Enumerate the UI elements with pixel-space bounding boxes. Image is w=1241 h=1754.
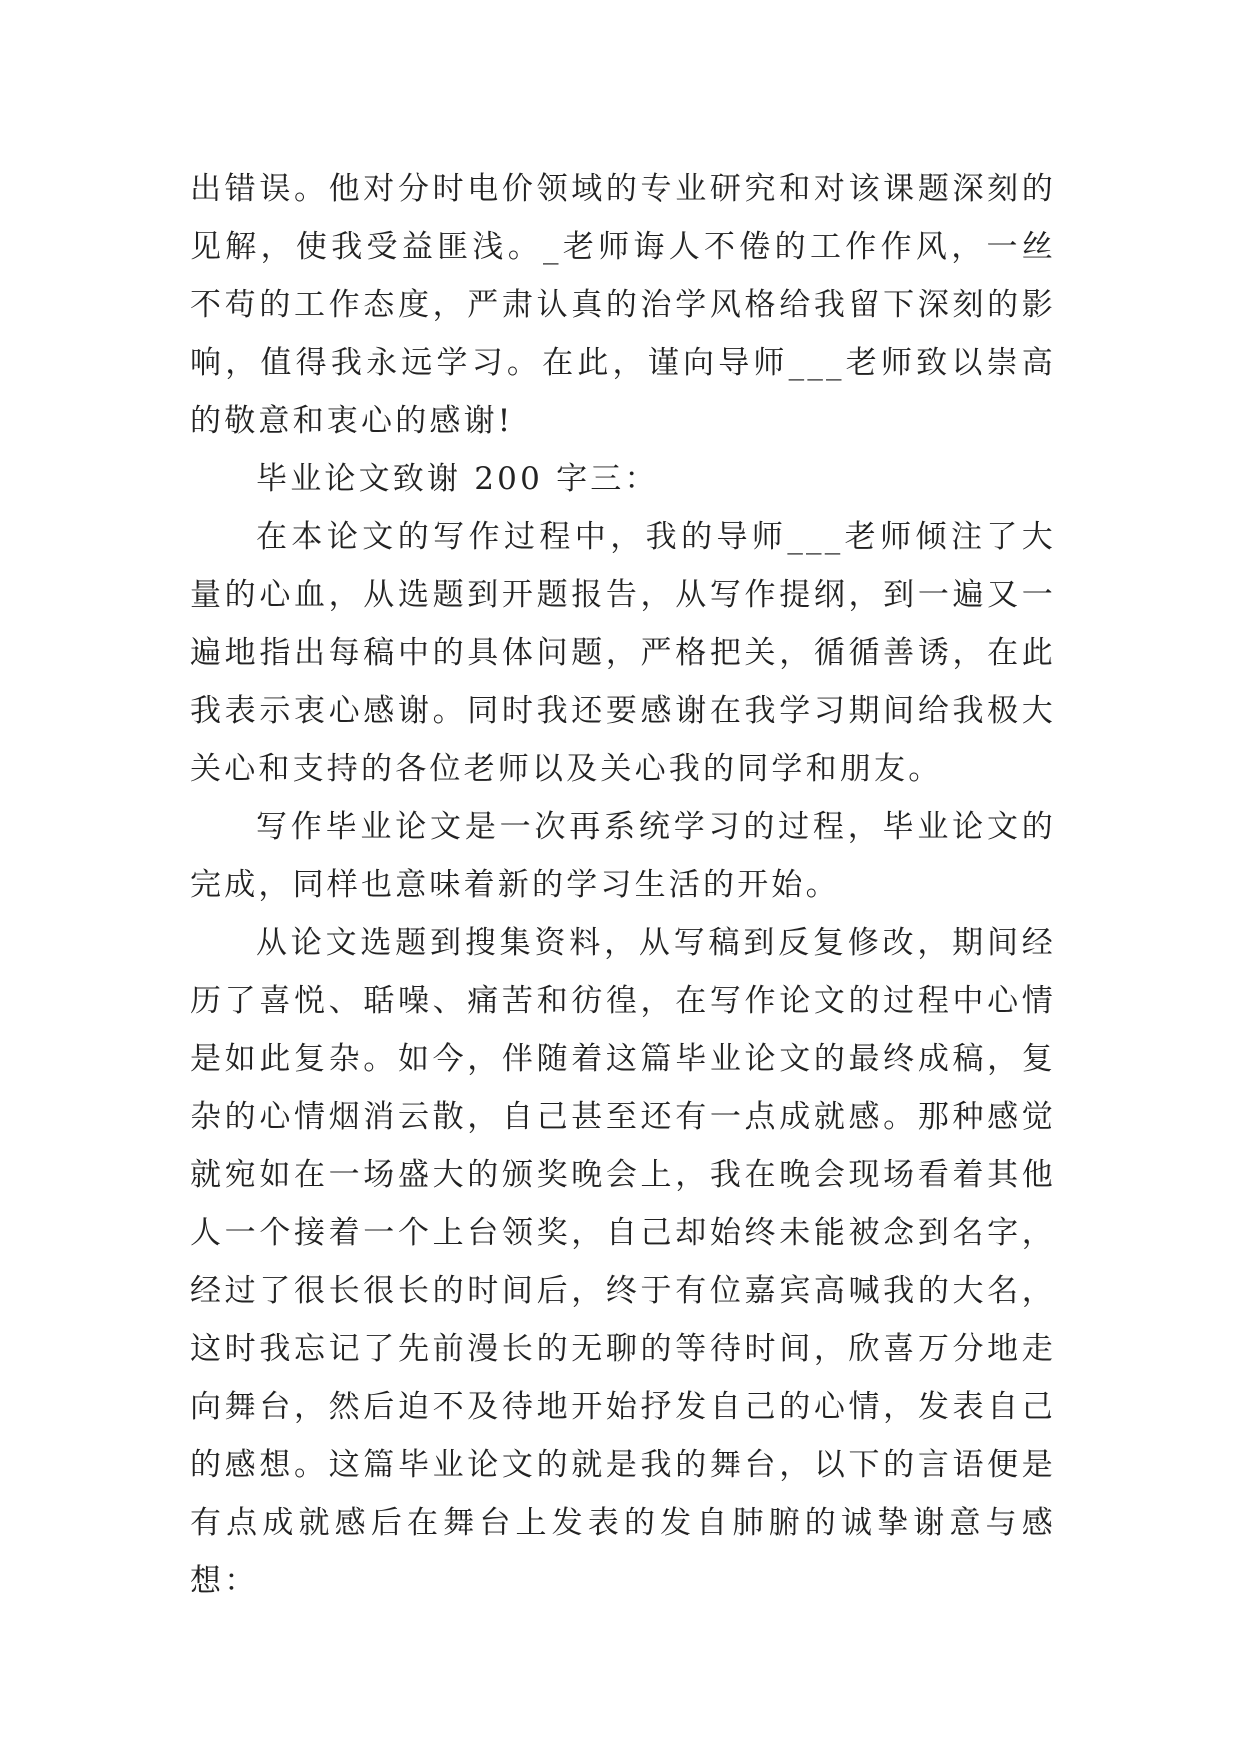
paragraph: 写作毕业论文是一次再系统学习的过程，毕业论文的完成，同样也意味着新的学习生活的开始。 [190, 809, 1056, 903]
section-heading: 毕业论文致谢 200 字三： [256, 461, 659, 497]
document-body [190, 160, 1056, 1610]
paragraph: 从论文选题到搜集资料，从写稿到反复修改，期间经历了喜悦、聒噪、痛苦和彷徨，在写作论文的过程中心情是如此复杂。如今，伴随着这篇毕业论文的最终成稿，复杂的心情烟消云散，自己甚至还有一点成就感。那种感觉就宛如在一场盛大的颁奖晚会上，我在晚会现场看着其他人一个接着一个上台领奖，自己却始终未能被念到名字，经过了很长很长的时间后，终于有位嘉宾高喊我的大名，这时我忘记了先前漫长的无聊的等待时间，欣喜万分地走向舞台，然后迫不及待地开始抒发自己的心情，发表自己的感想。这篇毕业论文的就是我的舞台，以下的言语便是有点成就感后在舞台上发表的发自肺腑的诚挚谢意与感想： [190, 925, 1056, 1599]
paragraph: 在本论文的写作过程中，我的导师___老师倾注了大量的心血，从选题到开题报告，从写作提纲，到一遍又一遍地指出每稿中的具体问题，严格把关，循循善诱，在此我表示衷心感谢。同时我还要感谢在我学习期间给我极大关心和支持的各位老师以及关心我的同学和朋友。 [190, 519, 1056, 787]
paragraph-continuation: 出错误。他对分时电价领域的专业研究和对该课题深刻的见解，使我受益匪浅。_老师诲人不倦的工作作风，一丝不苟的工作态度，严肃认真的治学风格给我留下深刻的影响，值得我永远学习。在此，谨向导师___老师致以崇高的敬意和衷心的感谢! [190, 171, 1056, 439]
